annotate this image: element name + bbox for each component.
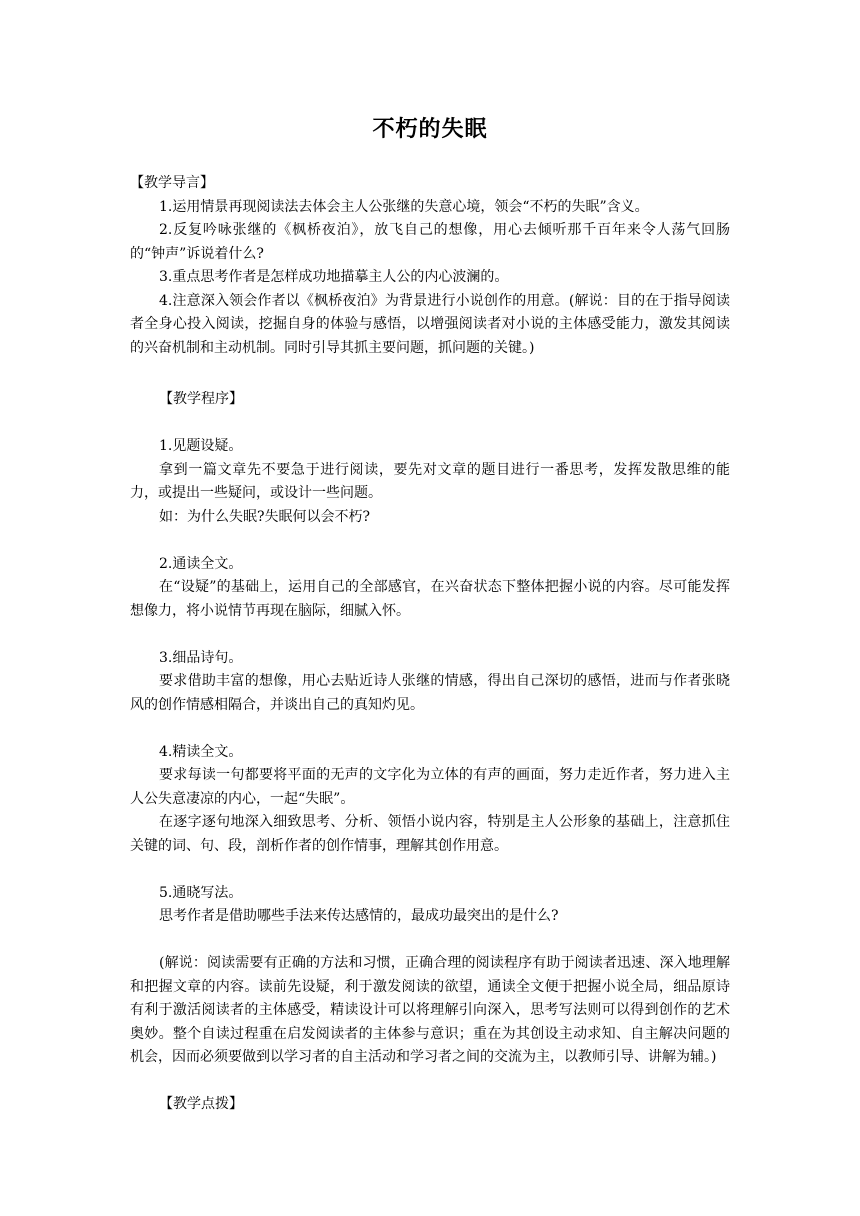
spacer	[130, 858, 730, 882]
step-4-title: 4.精读全文。	[159, 743, 243, 760]
spacer	[130, 412, 730, 436]
step-5-paragraph-1: 思考作者是借助哪些手法来传达感情的，最成功最突出的是什么?	[159, 908, 559, 924]
step-4-paragraph-1: 要求每读一句都要将平面的无声的文字化为立体的有声的画面，努力走近作者，努力进入主人公失意凄凉的内心，一起“失眠”。	[130, 767, 730, 807]
step-1-paragraph-1: 拿到一篇文章先不要急于进行阅读，要先对文章的题目进行一番思考，发挥发散思维的能力，或提出一些疑问，或设计一些问题。	[130, 461, 730, 501]
procedure-note: (解说：阅读需要有正确的方法和习惯，正确合理的阅读程序有助于阅读者迅速、深入地理解和把握文章的内容。读前先设疑，利于激发阅读的欲望，通读全文便于把握小说全局，细品原诗有利于激活阅读者的主体感受，精读设计可以将理解引向深入，思考写法则可以得到创作的艺术奥妙。整个自读过程重在启发阅读者的主体参与意识；重在为其创设主动求知、自主解决问题的机会，因而必须要做到以学习者的自主活动和学习者之间的交流为主，以教师引导、讲解为辅。)	[130, 955, 730, 1065]
spacer	[130, 717, 730, 741]
step-5-title: 5.通晓写法。	[159, 884, 243, 901]
spacer	[130, 360, 730, 388]
guide-item-3: 3.重点思考作者是怎样成功地描摹主人公的内心波澜的。	[159, 269, 509, 285]
step-1-paragraph-2: 如：为什么失眠?失眠何以会不朽?	[159, 508, 371, 525]
document-body	[130, 172, 730, 1117]
step-3-paragraph-1: 要求借助丰富的想像，用心去贴近诗人张继的情感，得出自己深切的感悟，进而与作者张晓风的创作情感相隔合，并谈出自己的真知灼见。	[130, 673, 730, 713]
spacer	[130, 529, 730, 553]
step-1-title: 1.见题设疑。	[159, 438, 243, 454]
step-2-paragraph-1: 在“设疑”的基础上，运用自己的全部感官，在兴奋状态下整体把握小说的内容。尽可能发挥想像力，将小说情节再现在脑际，细腻入怀。	[130, 579, 730, 619]
section-heading-procedure: 【教学程序】	[159, 391, 243, 407]
spacer	[130, 929, 730, 953]
step-3-title: 3.细品诗句。	[159, 649, 243, 666]
guide-item-4: 4.注意深入领会作者以《枫桥夜泊》为背景进行小说创作的用意。(解说：目的在于指导阅读者全身心投入阅读，挖掘自身的体验与感悟，以增强阅读者对小说的主体感受能力，激发其阅读的兴奋机制和主动机制。同时引导其抓主要问题，抓问题的关键。)	[130, 292, 730, 356]
spacer	[130, 1070, 730, 1094]
guide-item-1: 1.运用情景再现阅读法去体会主人公张继的失意心境，领会“不朽的失眠”含义。	[159, 198, 649, 215]
step-4-paragraph-2: 在逐字逐句地深入细致思考、分析、领悟小说内容，特别是主人公形象的基础上，注意抓住关键的词、句、段，剖析作者的创作情事，理解其创作用意。	[130, 814, 730, 854]
section-heading-guide: 【教学导言】	[130, 175, 214, 191]
guide-item-2: 2.反复吟咏张继的《枫桥夜泊》，放飞自己的想像，用心去倾听那千百年来令人荡气回肠的“钟声”诉说着什么?	[130, 222, 730, 262]
page-title: 不朽的失眠	[372, 117, 488, 142]
spacer	[130, 623, 730, 647]
step-2-title: 2.通读全文。	[159, 555, 243, 572]
section-heading-tips: 【教学点拨】	[159, 1096, 243, 1112]
